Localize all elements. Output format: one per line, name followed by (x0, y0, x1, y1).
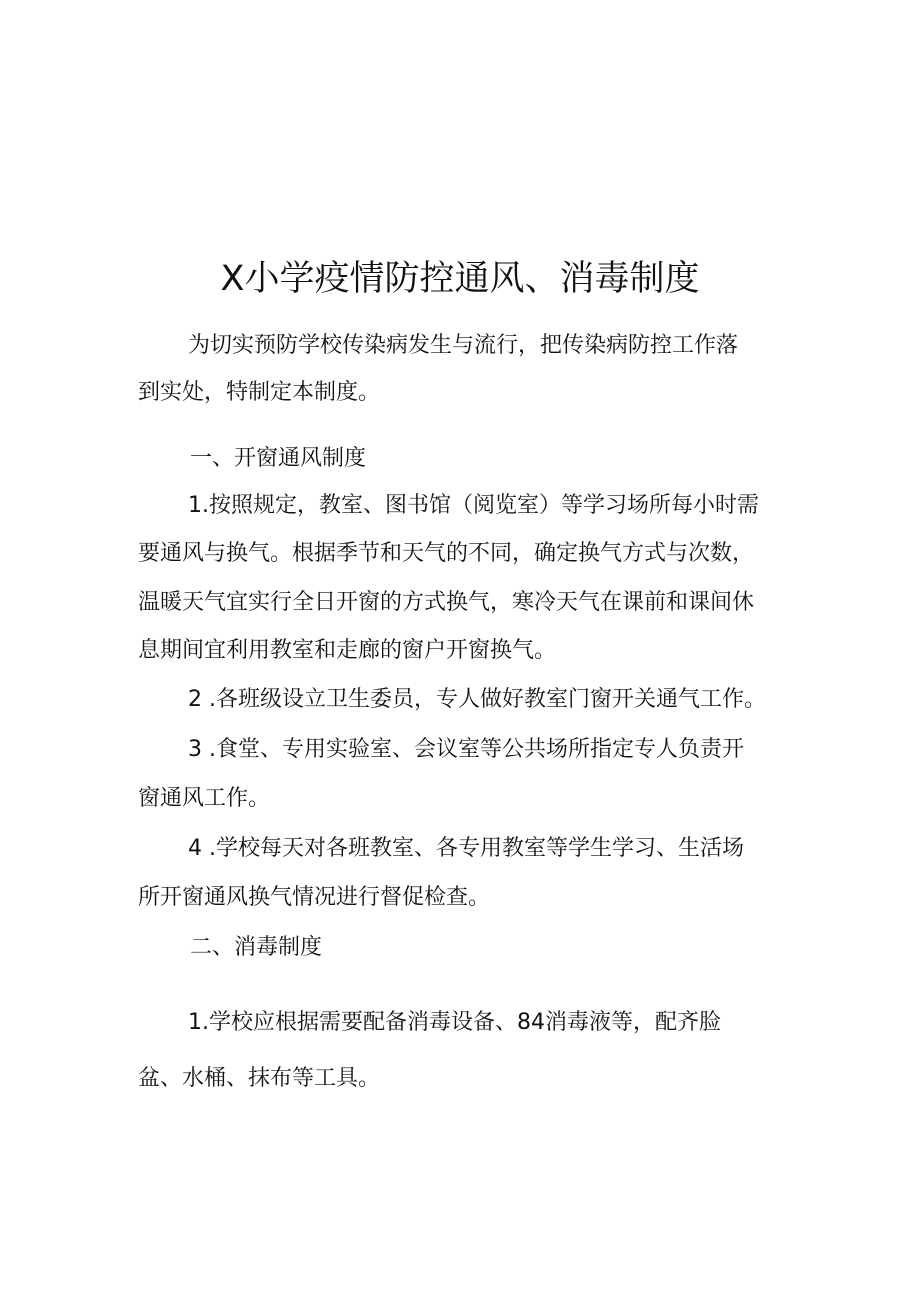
section1-item1-line-3: 温暖天气宜实行全日开窗的方式换气，寒冷天气在课前和课间休 (138, 590, 755, 615)
document-title: X小学疫情防控通风、消毒制度 (220, 259, 700, 299)
intro-line-2: 到实处，特制定本制度。 (138, 380, 381, 405)
section1-item1-line-1: 1.按照规定，教室、图书馆（阅览室）等学习场所每小时需 (188, 493, 759, 518)
section1-heading: 一、开窗通风制度 (190, 446, 367, 471)
section1-item4-line-1: 4 .学校每天对各班教室、各专用教室等学生学习、生活场 (188, 836, 744, 861)
section1-item1-line-4: 息期间宜利用教室和走廊的窗户开窗换气。 (138, 638, 557, 663)
section1-item4-line-2: 所开窗通风换气情况进行督促检查。 (138, 885, 491, 910)
section2-item1-line-2: 盆、水桶、抹布等工具。 (138, 1066, 381, 1091)
section1-item3-line-2: 窗通风工作。 (138, 786, 271, 811)
section2-heading: 二、消毒制度 (190, 935, 323, 960)
section2-item1-line-1: 1.学校应根据需要配备消毒设备、84消毒液等，配齐脸 (188, 1010, 721, 1035)
section1-item1-line-2: 要通风与换气。根据季节和天气的不同，确定换气方式与次数， (138, 541, 755, 566)
intro-line-1: 为切实预防学校传染病发生与流行，把传染病防控工作落 (188, 333, 739, 358)
section1-item3-line-1: 3 .食堂、专用实验室、会议室等公共场所指定专人负责开 (188, 737, 744, 762)
section1-item2-line-1: 2 .各班级设立卫生委员，专人做好教室门窗开关通气工作。 (188, 687, 766, 712)
